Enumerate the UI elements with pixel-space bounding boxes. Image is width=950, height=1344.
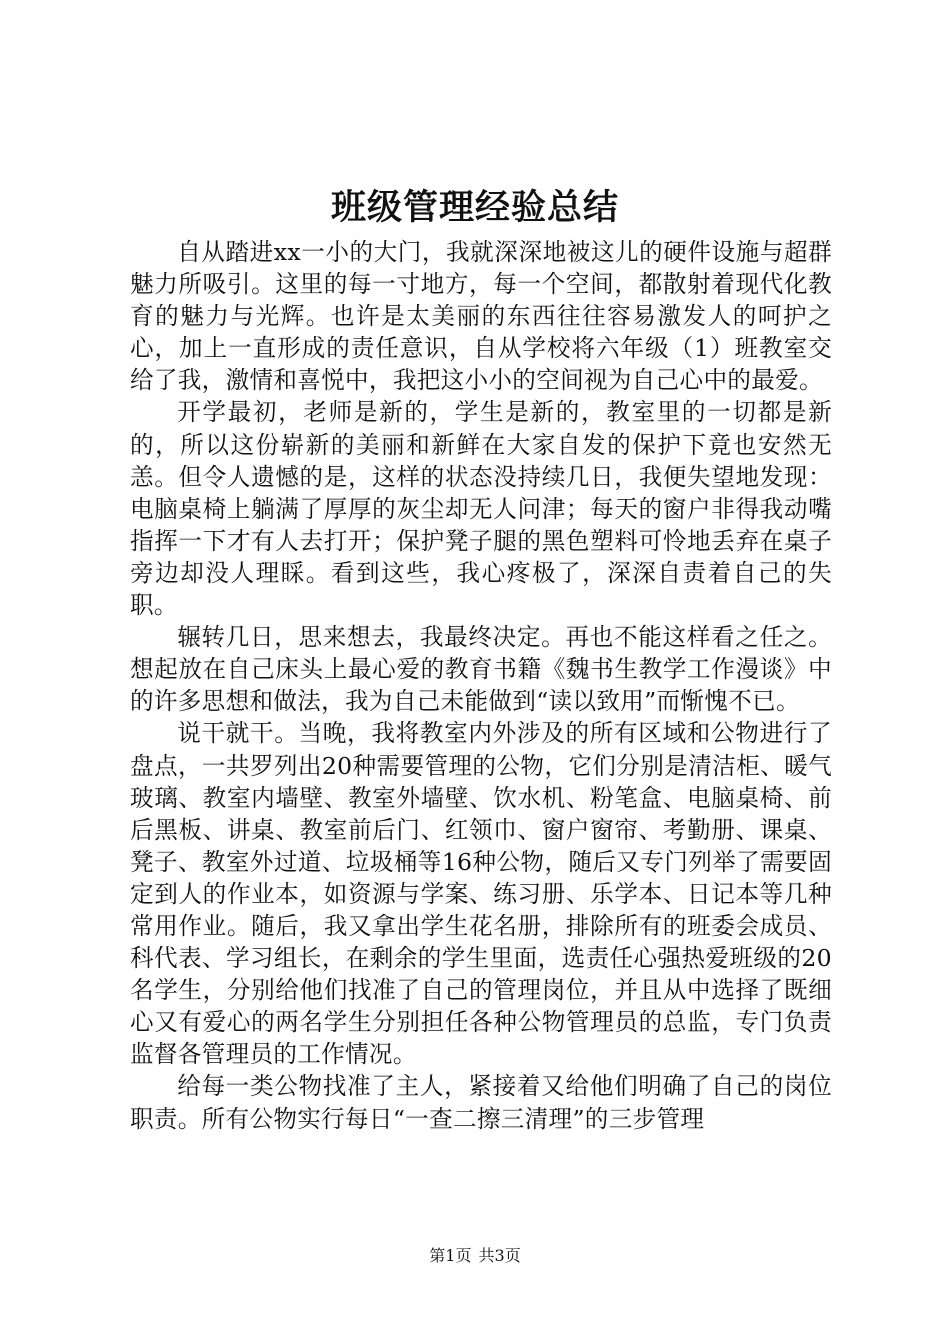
document-body <box>130 236 832 1135</box>
paragraph: 辗转几日，思来想去，我最终决定。再也不能这样看之任之。想起放在自己床头上最心爱的教育书籍《魏书生教学工作漫谈》中的许多思想和做法，我为自己未能做到“读以致用”而惭愧不已。 <box>130 623 832 716</box>
page-footer: 第1页 共3页 <box>429 1246 521 1265</box>
document-title: 班级管理经验总结 <box>330 187 619 228</box>
paragraph: 说干就干。当晚，我将教室内外涉及的所有区域和公物进行了盘点，一共罗列出20种需要管理的公物，它们分别是清洁柜、暖气玻璃、教室内墙壁、教室外墙壁、饮水机、粉笔盒、电脑桌椅、前后黑板、讲桌、教室前后门、红领巾、窗户窗帘、考勤册、课桌、凳子、教室外过道、垃圾桶等16种公物，随后又专门列举了需要固定到人的作业本，如资源与学案、练习册、乐学本、日记本等几种常用作业。随后，我又拿出学生花名册，排除所有的班委会成员、科代表、学习组长，在剩余的学生里面，选责任心强热爱班级的20名学生，分别给他们找准了自己的管理岗位，并且从中选择了既细心又有爱心的两名学生分别担任各种公物管理员的总监，专门负责监督各管理员的工作情况。 <box>130 719 832 1069</box>
paragraph: 开学最初，老师是新的，学生是新的，教室里的一切都是新的，所以这份崭新的美丽和新鲜在大家自发的保护下竟也安然无恙。但令人遗憾的是，这样的状态没持续几日，我便失望地发现：电脑桌椅上躺满了厚厚的灰尘却无人问津；每天的窗户非得我动嘴指挥一下才有人去打开；保护凳子腿的黑色塑料可怜地丢弃在桌子旁边却没人理睬。看到这些，我心疼极了，深深自责着自己的失职。 <box>130 398 832 620</box>
paragraph: 自从踏进xx一小的大门，我就深深地被这儿的硬件设施与超群魅力所吸引。这里的每一寸地方，每一个空间，都散射着现代化教育的魅力与光辉。也许是太美丽的东西往往容易激发人的呵护之心，加上一直形成的责任意识，自从学校将六年级（1）班教室交给了我，激情和喜悦中，我把这小小的空间视为自己心中的最爱。 <box>130 238 832 395</box>
paragraph: 给每一类公物找准了主人，紧接着又给他们明确了自己的岗位职责。所有公物实行每日“一查二擦三清理”的三步管理 <box>130 1072 832 1133</box>
